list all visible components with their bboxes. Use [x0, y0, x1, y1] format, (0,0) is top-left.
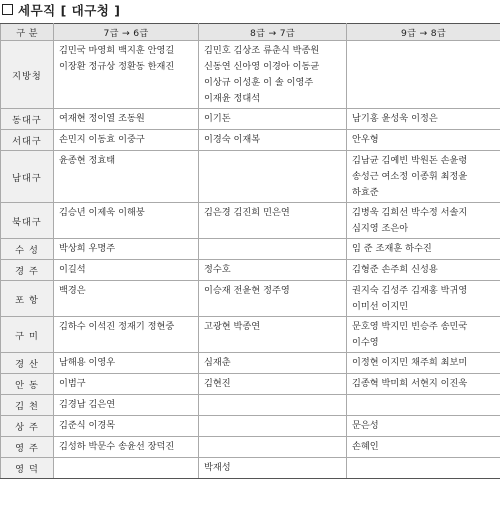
- table-row: [1, 353, 500, 374]
- names-9-to-8-cell: [347, 239, 500, 260]
- names-8-to-7-cell: [199, 41, 347, 109]
- table-row: [1, 317, 500, 353]
- region-cell: 남대구: [1, 151, 54, 203]
- names-8-to-7-cell: [199, 260, 347, 281]
- name-line: 김승년 이제욱 이해붕: [59, 207, 145, 218]
- table-row: [1, 416, 500, 437]
- names-7-to-6-cell: [54, 353, 199, 374]
- names-7-to-6-cell: [54, 458, 199, 479]
- name-line: 문호영 박지민 빈승주 송민국: [352, 321, 468, 332]
- name-line: 남기홍 윤성욱 이정은: [352, 113, 438, 124]
- table-row: [1, 458, 500, 479]
- name-line: 이정현 이지민 채주희 최보미: [352, 357, 468, 368]
- names-7-to-6-cell: [54, 437, 199, 458]
- names-9-to-8-cell: [347, 151, 500, 203]
- name-line: 김현진: [204, 378, 231, 389]
- names-9-to-8-cell: [347, 395, 500, 416]
- names-8-to-7-cell: [199, 109, 347, 130]
- table-row: [1, 239, 500, 260]
- region-cell: 경 산: [1, 353, 54, 374]
- name-line: 이범구: [59, 378, 86, 389]
- header-category: 구 분: [1, 24, 54, 41]
- names-9-to-8-cell: [347, 437, 500, 458]
- name-line: 문은성: [352, 420, 379, 431]
- names-7-to-6-cell: [54, 203, 199, 239]
- names-9-to-8-cell: [347, 130, 500, 151]
- header-grade-7-to-6: 7급 → 6급: [54, 24, 199, 41]
- section-title: [2, 1, 120, 18]
- names-8-to-7-cell: [199, 281, 347, 317]
- section-title-text: 세무직 [ 대구청 ]: [18, 2, 121, 18]
- names-9-to-8-cell: [347, 109, 500, 130]
- names-8-to-7-cell: [199, 239, 347, 260]
- name-line: 남해용 이영우: [59, 357, 116, 368]
- name-line: 백경은: [59, 285, 86, 296]
- name-line: 손민지 이동효 이중구: [59, 134, 145, 145]
- name-line: 안우형: [352, 134, 379, 145]
- names-8-to-7-cell: [199, 353, 347, 374]
- names-7-to-6-cell: [54, 260, 199, 281]
- names-7-to-6-cell: [54, 416, 199, 437]
- square-bullet-icon: [2, 4, 13, 15]
- names-7-to-6-cell: [54, 395, 199, 416]
- table-row: [1, 437, 500, 458]
- names-8-to-7-cell: [199, 458, 347, 479]
- table-row: [1, 41, 500, 109]
- name-line: 김경남 김은연: [59, 399, 116, 410]
- names-8-to-7-cell: [199, 203, 347, 239]
- name-line: 정수호: [204, 264, 231, 275]
- table-row: [1, 395, 500, 416]
- table-row: [1, 130, 500, 151]
- table-header-row: [1, 24, 500, 41]
- name-line: 박재성: [204, 462, 231, 473]
- names-7-to-6-cell: [54, 281, 199, 317]
- region-cell: 영 덕: [1, 458, 54, 479]
- table-row: [1, 281, 500, 317]
- name-line: 권지숙 김성주 김재홍 박귀영: [352, 285, 468, 296]
- region-cell: 포 항: [1, 281, 54, 317]
- names-9-to-8-cell: [347, 260, 500, 281]
- names-7-to-6-cell: [54, 130, 199, 151]
- promotion-table: [0, 23, 500, 479]
- table-body: [1, 41, 500, 479]
- names-8-to-7-cell: [199, 317, 347, 353]
- table-row: [1, 203, 500, 239]
- name-line: 박상희 우명주: [59, 243, 116, 254]
- names-7-to-6-cell: [54, 109, 199, 130]
- name-line: 고광현 박종연: [204, 321, 261, 332]
- names-9-to-8-cell: [347, 416, 500, 437]
- name-line: 김성하 박문수 송윤선 장덕진: [59, 441, 175, 452]
- names-8-to-7-cell: [199, 130, 347, 151]
- names-8-to-7-cell: [199, 151, 347, 203]
- header-grade-8-to-7: 8급 → 7급: [199, 24, 347, 41]
- table-row: [1, 260, 500, 281]
- table-row: [1, 109, 500, 130]
- names-7-to-6-cell: [54, 151, 199, 203]
- name-line: 이길석: [59, 264, 86, 275]
- name-line: 임 준 조재훈 하수진: [352, 243, 432, 254]
- name-line: 이미선 이지민: [352, 301, 409, 312]
- name-line: 윤종현 정효태: [59, 155, 116, 166]
- region-cell: 안 동: [1, 374, 54, 395]
- name-line: 송성근 여소정 이종휘 최정윤: [352, 171, 468, 182]
- name-line: 심지영 조은아: [352, 223, 409, 234]
- names-9-to-8-cell: [347, 353, 500, 374]
- name-line: 심재춘: [204, 357, 231, 368]
- name-line: 하효준: [352, 187, 379, 198]
- name-line: 김민국 마영희 백지훈 안영길: [59, 45, 175, 56]
- name-line: 김준식 이경목: [59, 420, 116, 431]
- table-row: [1, 151, 500, 203]
- names-9-to-8-cell: [347, 203, 500, 239]
- name-line: 이수영: [352, 337, 379, 348]
- names-8-to-7-cell: [199, 416, 347, 437]
- names-9-to-8-cell: [347, 458, 500, 479]
- names-8-to-7-cell: [199, 437, 347, 458]
- names-7-to-6-cell: [54, 374, 199, 395]
- name-line: 이경숙 이재복: [204, 134, 261, 145]
- name-line: 김종혁 박미희 서현지 이진욱: [352, 378, 468, 389]
- name-line: 김병욱 김희선 박수정 서솔지: [352, 207, 468, 218]
- names-9-to-8-cell: [347, 374, 500, 395]
- name-line: 이승재 전윤현 정주영: [204, 285, 290, 296]
- name-line: 신동연 신아영 이경아 이동균: [204, 61, 320, 72]
- name-line: 이장환 정규상 정환동 한재진: [59, 61, 175, 72]
- name-line: 이기돈: [204, 113, 231, 124]
- name-line: 김은경 김진희 민은연: [204, 207, 290, 218]
- region-cell: 경 주: [1, 260, 54, 281]
- names-9-to-8-cell: [347, 281, 500, 317]
- region-cell: 영 주: [1, 437, 54, 458]
- region-cell: 지방청: [1, 41, 54, 109]
- names-9-to-8-cell: [347, 317, 500, 353]
- header-grade-9-to-8: 9급 → 8급: [347, 24, 500, 41]
- names-9-to-8-cell: [347, 41, 500, 109]
- region-cell: 김 천: [1, 395, 54, 416]
- name-line: 이상규 이성훈 이 솔 이영주: [204, 77, 314, 88]
- name-line: 손혜인: [352, 441, 379, 452]
- name-line: 이재윤 정대석: [204, 93, 261, 104]
- names-7-to-6-cell: [54, 239, 199, 260]
- names-7-to-6-cell: [54, 317, 199, 353]
- name-line: 김민호 김상조 류춘식 박종원: [204, 45, 320, 56]
- names-7-to-6-cell: [54, 41, 199, 109]
- region-cell: 상 주: [1, 416, 54, 437]
- region-cell: 구 미: [1, 317, 54, 353]
- name-line: 김남균 김예빈 박원돈 손윤령: [352, 155, 468, 166]
- name-line: 여재현 정이열 조동원: [59, 113, 145, 124]
- names-8-to-7-cell: [199, 395, 347, 416]
- region-cell: 수 성: [1, 239, 54, 260]
- region-cell: 북대구: [1, 203, 54, 239]
- names-8-to-7-cell: [199, 374, 347, 395]
- table-row: [1, 374, 500, 395]
- name-line: 김하수 이석진 정재기 정현중: [59, 321, 175, 332]
- name-line: 김형준 손주희 신성용: [352, 264, 438, 275]
- region-cell: 서대구: [1, 130, 54, 151]
- region-cell: 동대구: [1, 109, 54, 130]
